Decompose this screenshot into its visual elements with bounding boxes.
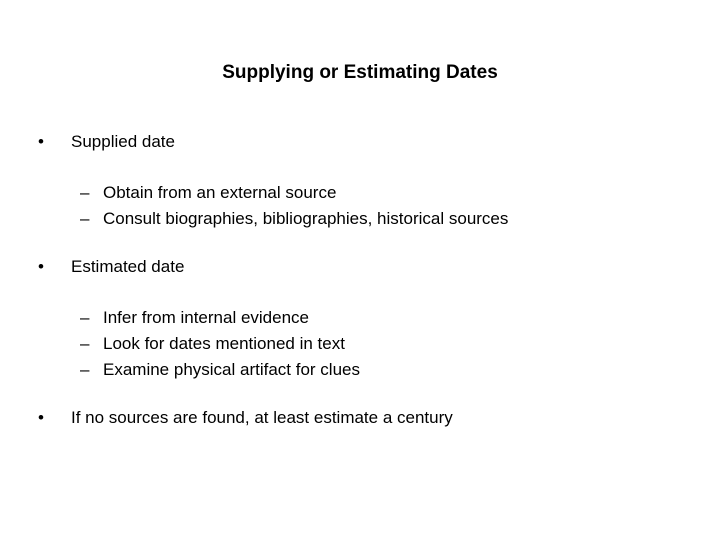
sub-bullet-text: Consult biographies, bibliographies, historical sources [103, 209, 509, 228]
sub-bullet-text: Examine physical artifact for clues [103, 360, 360, 379]
sub-bullet-marker: – [80, 209, 90, 228]
bullet-text-supplied-date: Supplied date [71, 132, 175, 151]
bullet-marker: • [38, 132, 44, 151]
sub-bullet-marker: – [80, 308, 90, 327]
sub-bullet-text: Look for dates mentioned in text [103, 334, 345, 353]
sub-bullet-text: Infer from internal evidence [103, 308, 309, 327]
sub-bullet-marker: – [80, 334, 90, 353]
bullet-marker: • [38, 257, 44, 276]
sub-bullet-marker: – [80, 360, 90, 379]
bullet-text-century: If no sources are found, at least estimate a century [71, 408, 453, 427]
bullet-marker: • [38, 408, 44, 427]
sub-bullet-marker: – [80, 183, 90, 202]
sub-bullet-text: Obtain from an external source [103, 183, 337, 202]
slide-title: Supplying or Estimating Dates [222, 62, 498, 83]
bullet-text-estimated-date: Estimated date [71, 257, 185, 276]
